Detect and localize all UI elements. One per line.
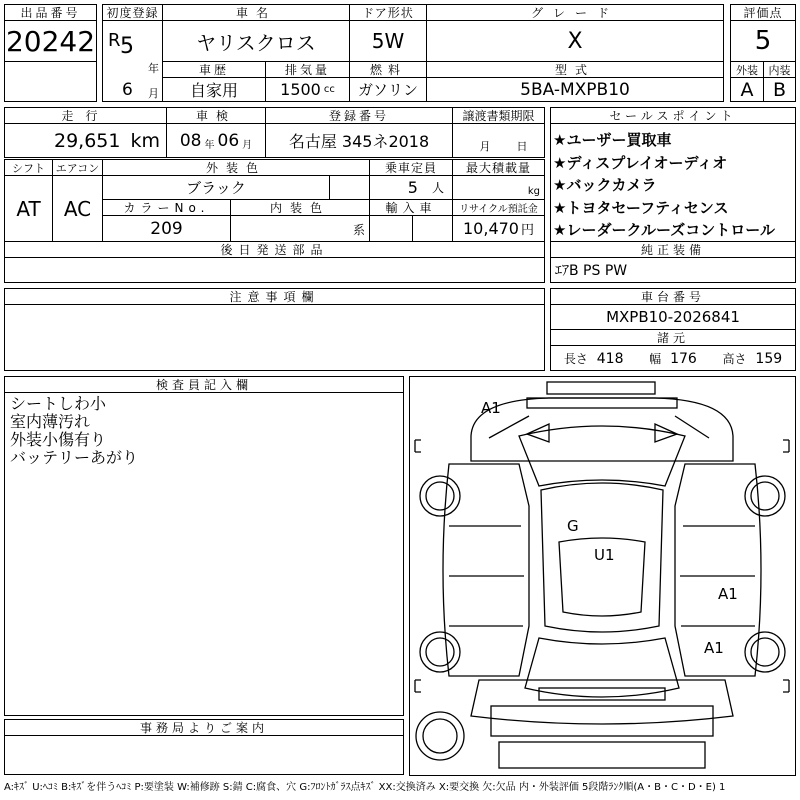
- transfer-month-unit: 月: [479, 139, 491, 153]
- year-unit: 年: [148, 62, 159, 75]
- plate-label: 登録番号: [265, 107, 453, 124]
- color-label: 外装色: [102, 159, 370, 176]
- specs-label: 諸元: [550, 329, 796, 346]
- exterior-label: 外装: [730, 61, 764, 78]
- mileage: 29,651: [54, 129, 121, 152]
- registration-month: 6: [122, 80, 133, 100]
- import-value: [369, 215, 413, 242]
- notes-label: 注意事項欄: [4, 288, 545, 305]
- equipment: ｴｱB PS PW: [550, 257, 796, 283]
- sales-point-4: ★トヨタセーフティセンス: [553, 198, 729, 217]
- tire-front-right-inner: [751, 482, 779, 510]
- grade: X: [426, 20, 724, 62]
- inspection-month: 06: [217, 130, 240, 151]
- damage-mark-front-left: A1: [481, 399, 501, 417]
- width: 176: [670, 350, 697, 367]
- door-type-label: ドア形状: [349, 4, 427, 21]
- tire-front-left-inner: [426, 482, 454, 510]
- inspection-month-unit: 月: [242, 140, 253, 151]
- sales-point-1: ★ユーザー買取車: [553, 131, 672, 149]
- interior-score: B: [763, 77, 796, 102]
- office-box: [4, 735, 404, 775]
- inspector-line-1: シートしわ小: [10, 394, 107, 413]
- car-name-label: 車名: [162, 4, 350, 21]
- tire-rear-left-inner: [426, 638, 454, 666]
- history-label: 車歴: [162, 61, 266, 78]
- max-load-label: 最大積載量: [452, 159, 545, 176]
- history: 自家用: [162, 77, 266, 102]
- capacity-unit: 人: [431, 181, 444, 195]
- recycle-fee: 10,470: [463, 219, 519, 238]
- fuel-label: 燃料: [349, 61, 427, 78]
- transfer-deadline-box: [452, 123, 545, 158]
- grade-label: グレード: [426, 4, 724, 21]
- length: 418: [596, 350, 624, 367]
- interior-color-label: 内装色: [230, 199, 370, 216]
- mileage-box: [4, 123, 167, 158]
- tire-rear-right-inner: [751, 638, 779, 666]
- inspector-line-2: 室内薄汚れ: [10, 412, 91, 431]
- chassis-number: MXPB10-2026841: [550, 304, 796, 330]
- capacity-box: [369, 175, 453, 200]
- door-type: 5W: [349, 20, 427, 62]
- damage-mark-right-door: A1: [718, 585, 738, 603]
- recycle-label: リサイクル預託金: [452, 199, 545, 216]
- displacement: 1500: [280, 80, 321, 99]
- front-grille: [527, 398, 677, 408]
- inspection-box: [166, 123, 266, 158]
- max-load-box: [452, 175, 545, 200]
- interior-color-box: [230, 215, 370, 242]
- aircon: AC: [52, 175, 103, 242]
- capacity: 5: [407, 178, 418, 197]
- car-diagram: [409, 376, 796, 776]
- color-number: 209: [102, 215, 231, 242]
- max-load-unit: kg: [527, 186, 540, 197]
- chassis-label: 車台番号: [550, 288, 796, 305]
- interior-color-unit: 系: [352, 223, 365, 237]
- inspection-label: 車検: [166, 107, 266, 124]
- score: 5: [730, 20, 796, 62]
- month-unit: 月: [148, 87, 159, 100]
- rear-bumper: [499, 742, 705, 768]
- car-name: ヤリスクロス: [162, 20, 350, 62]
- tailgate: [471, 680, 733, 724]
- right-panels: [680, 526, 755, 626]
- lot-number-blank: [4, 61, 97, 102]
- mileage-unit: km: [130, 129, 160, 152]
- later-parts-box: [4, 257, 545, 283]
- model-code: 5BA-MXPB10: [426, 77, 724, 102]
- import-label: 輸入車: [369, 199, 453, 216]
- model-label: 型式: [426, 61, 724, 78]
- score-label: 評価点: [730, 4, 796, 21]
- color-extra: [329, 175, 370, 200]
- inspector-line-3: 外装小傷有り: [10, 430, 107, 449]
- left-panels: [449, 526, 524, 626]
- spare-tire-inner: [423, 719, 457, 753]
- bracket-marks-bottom: [415, 680, 789, 692]
- equipment-label: 純正装備: [550, 241, 796, 258]
- transfer-deadline-label: 譲渡書類期限: [452, 107, 545, 124]
- legend: A:ｷｽﾞ U:ﾍｺﾐ B:ｷｽﾞを伴うﾍｺﾐ P:要塗装 W:補修跡 S:錆 C:腐食、穴 G:ﾌﾛﾝﾄｶﾞﾗｽ点ｷｽﾞ XX:交換済み X:要交換 欠:欠品 内・外装評価 5段階ﾗﾝｸ順(A・B・C・D・E) 1: [4, 782, 726, 793]
- lot-number: 20242: [4, 20, 97, 62]
- specs-row: [550, 345, 796, 371]
- front-bumper: [547, 382, 655, 394]
- damage-mark-cabin: U1: [594, 546, 615, 564]
- era: R: [108, 30, 121, 51]
- mileage-label: 走行: [4, 107, 167, 124]
- height: 159: [755, 350, 783, 367]
- sales-point-2: ★ディスプレイオーディオ: [553, 153, 728, 172]
- left-body: [443, 464, 529, 676]
- notes-box: [4, 304, 545, 371]
- first-registration-label: 初度登録: [102, 4, 163, 21]
- damage-mark-right-quarter: A1: [704, 639, 724, 657]
- wipers: [527, 424, 677, 442]
- length-label: 長さ: [563, 351, 588, 366]
- height-label: 高さ: [722, 351, 747, 366]
- inspection-year-unit: 年: [204, 140, 215, 151]
- recycle-unit: 円: [520, 223, 534, 238]
- sales-point-5: ★レーダークルーズコントロール: [553, 221, 775, 239]
- color: ブラック: [102, 175, 330, 200]
- shift: AT: [4, 175, 53, 242]
- import-extra: [412, 215, 453, 242]
- recycle-box: [452, 215, 545, 242]
- windshield: [519, 426, 685, 486]
- inspector-notes: [4, 392, 404, 716]
- sales-points-list: [550, 123, 796, 242]
- shift-label: シフト: [4, 159, 53, 176]
- displacement-box: [265, 77, 350, 102]
- transfer-day-unit: 日: [516, 139, 528, 153]
- displacement-label: 排気量: [265, 61, 350, 78]
- width-label: 幅: [649, 351, 662, 366]
- exterior-score: A: [730, 77, 764, 102]
- inspector-label: 検査員記入欄: [4, 376, 404, 393]
- lot-number-label: 出品番号: [4, 4, 97, 21]
- aircon-label: エアコン: [52, 159, 103, 176]
- office-label: 事務局よりご案内: [4, 719, 404, 736]
- displacement-unit: cc: [323, 84, 335, 95]
- interior-label: 内装: [763, 61, 796, 78]
- inspection-year: 08: [179, 130, 202, 151]
- capacity-label: 乗車定員: [369, 159, 453, 176]
- color-number-label: カラーNo.: [102, 199, 231, 216]
- plate-number: 名古屋 345ネ2018: [265, 123, 453, 158]
- sales-points-label: セールスポイント: [550, 107, 796, 124]
- registration-year: 5: [120, 34, 134, 59]
- sales-point-3: ★バックカメラ: [553, 176, 657, 194]
- damage-mark-roof: G: [567, 517, 579, 535]
- later-parts-label: 後日発送部品: [4, 241, 545, 258]
- fuel: ガソリン: [349, 77, 427, 102]
- inspector-line-4: バッテリーあがり: [10, 448, 139, 467]
